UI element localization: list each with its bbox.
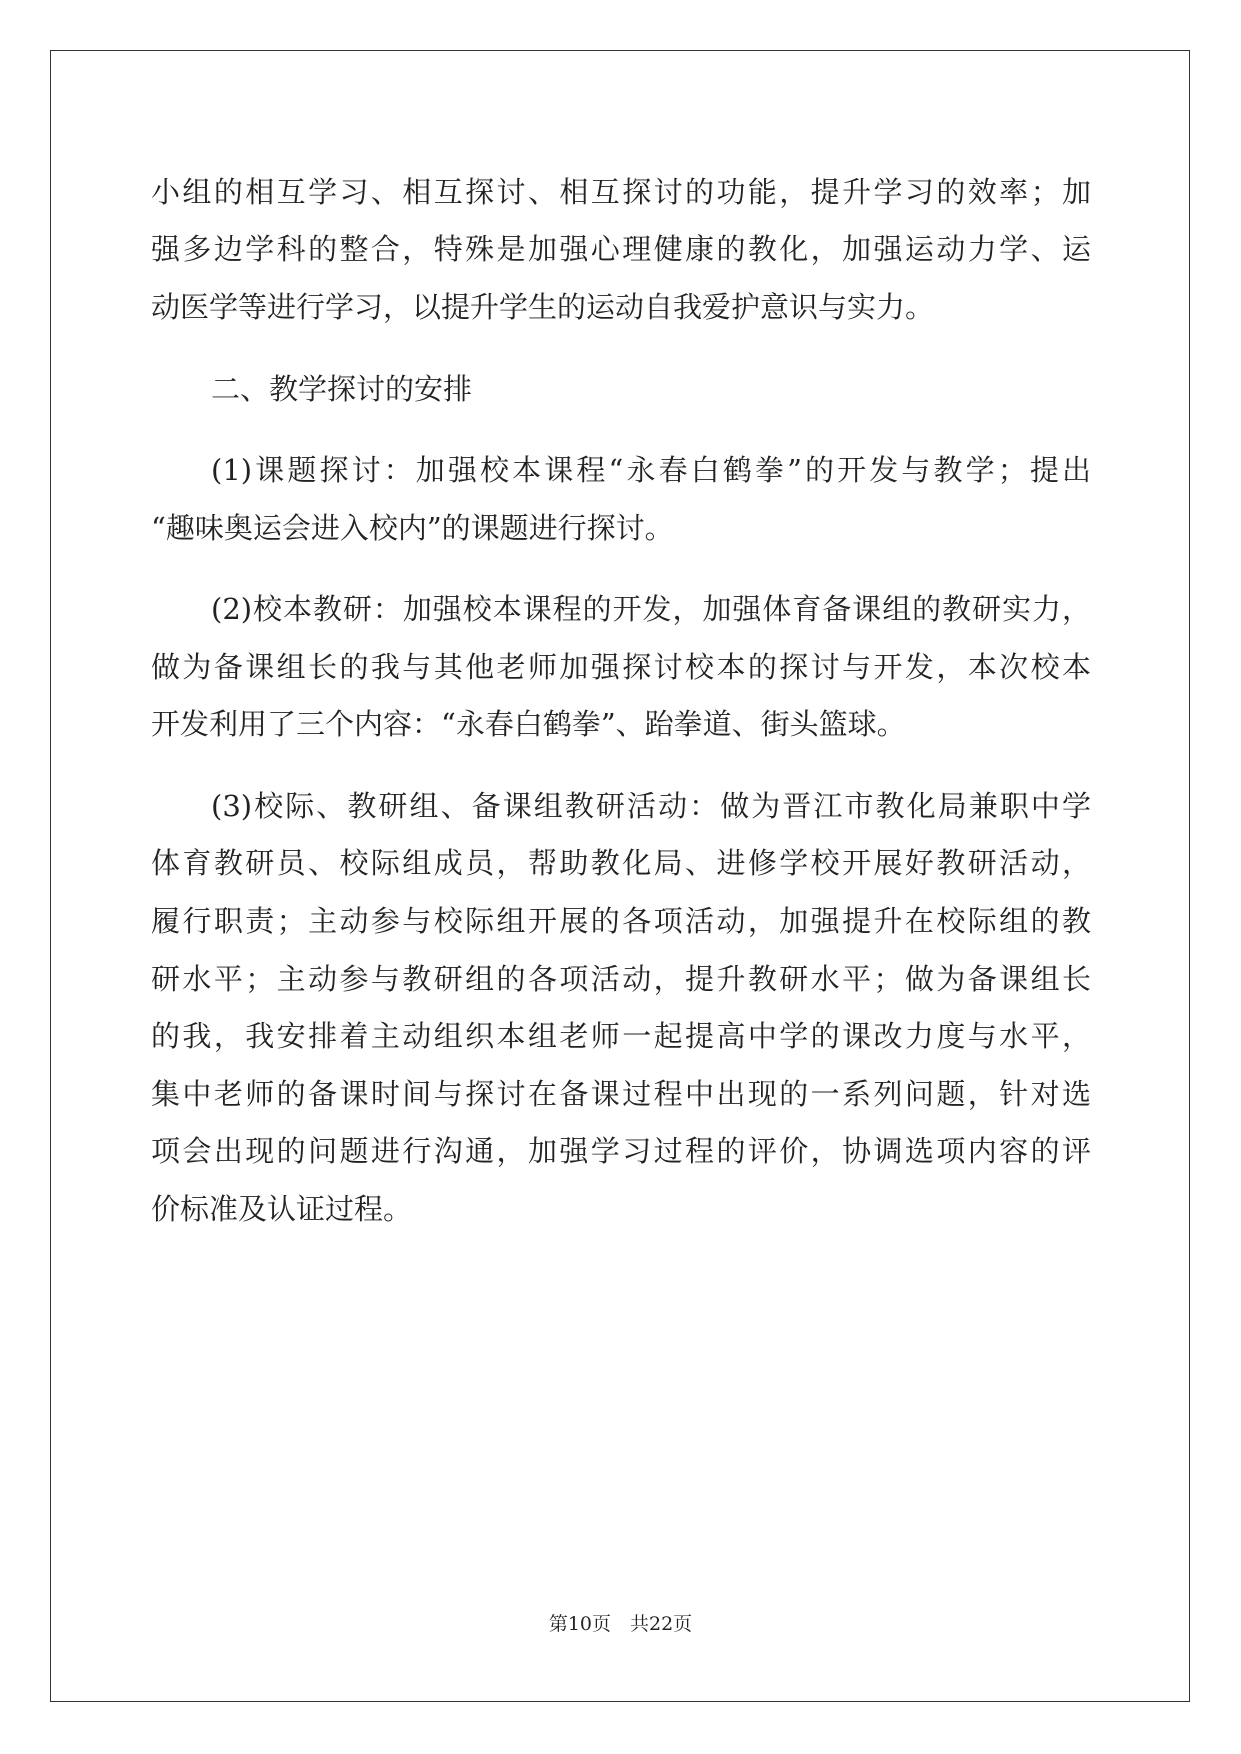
body-text-line: (1)课题探讨：加强校本课程“永春白鹤拳”的开发与教学；提出 <box>211 453 1091 487</box>
section-heading: 二、教学探讨的安排 <box>211 372 473 406</box>
body-text-line: 做为备课组长的我与其他老师加强探讨校本的探讨与开发，本次校本 <box>151 650 1091 684</box>
body-text-line: 履行职责；主动参与校际组开展的各项活动，加强提升在校际组的教 <box>151 904 1091 938</box>
body-text-line: 价标准及认证过程。 <box>151 1192 413 1226</box>
page-number-footer: 第10页 共22页 <box>548 1613 693 1635</box>
body-text-line: 动医学等进行学习，以提升学生的运动自我爱护意识与实力。 <box>151 290 935 324</box>
body-text-line: (3)校际、教研组、备课组教研活动：做为晋江市教化局兼职中学 <box>211 789 1091 823</box>
body-text-line: 体育教研员、校际组成员，帮助教化局、进修学校开展好教研活动， <box>151 846 1091 880</box>
body-text-line: “趣味奥运会进入校内”的课题进行探讨。 <box>151 511 674 545</box>
body-text-line: 强多边学科的整合，特殊是加强心理健康的教化，加强运动力学、运 <box>151 232 1091 266</box>
body-text-line: (2)校本教研：加强校本课程的开发，加强体育备课组的教研实力， <box>211 592 1091 626</box>
body-text-line: 小组的相互学习、相互探讨、相互探讨的功能，提升学习的效率；加 <box>151 175 1091 209</box>
body-text-line: 研水平；主动参与教研组的各项活动，提升教研水平；做为备课组长 <box>151 962 1091 996</box>
body-text-line: 集中老师的备课时间与探讨在备课过程中出现的一系列问题，针对选 <box>151 1077 1091 1111</box>
body-text-line: 的我，我安排着主动组织本组老师一起提高中学的课改力度与水平， <box>151 1019 1091 1053</box>
body-text-line: 项会出现的问题进行沟通，加强学习过程的评价，协调选项内容的评 <box>151 1134 1091 1168</box>
body-text-line: 开发利用了三个内容：“永春白鹤拳”、跆拳道、街头篮球。 <box>151 707 906 741</box>
